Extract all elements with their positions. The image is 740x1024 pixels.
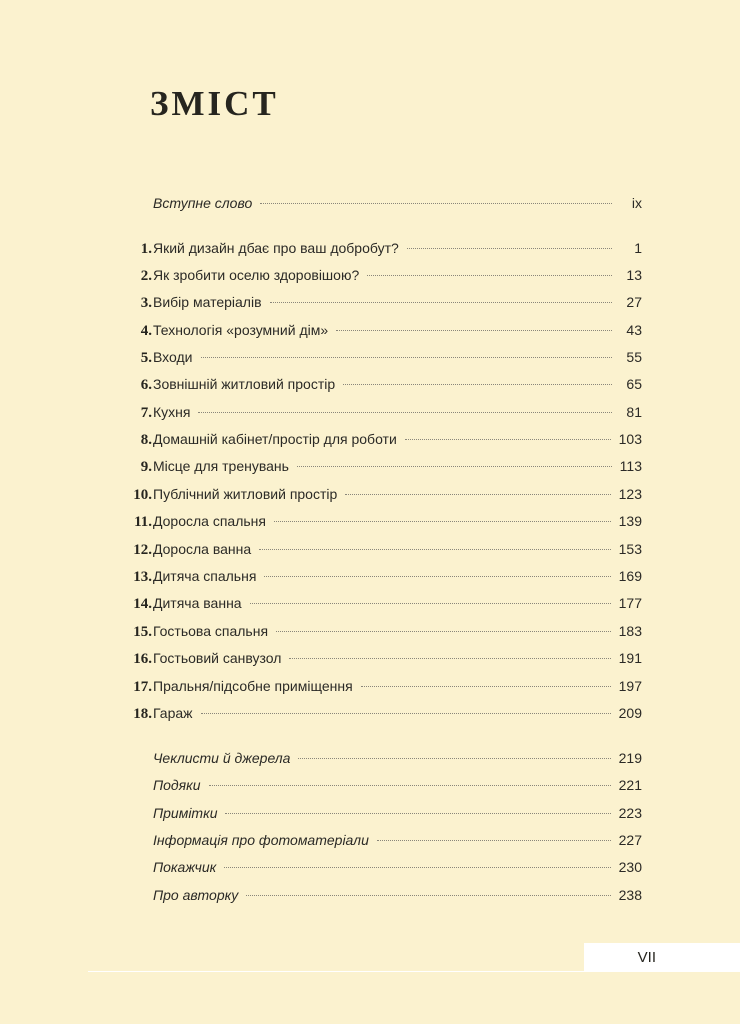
dot-leader [260, 203, 612, 204]
toc-entry-chapter-12[interactable] [114, 538, 642, 560]
toc-entry-title: Який дизайн дбає про ваш добробут? [153, 240, 399, 256]
toc-entry-title: Кухня [153, 404, 191, 420]
toc-entry-number: 18. [133, 706, 152, 722]
toc-entry-number: 7. [140, 405, 152, 421]
toc-entry-number: 14. [133, 596, 152, 612]
toc-entry-title: Зовнішній житловий простір [153, 376, 336, 392]
toc-entry-title: Входи [153, 349, 193, 365]
toc-entry-title: Місце для тренувань [153, 458, 289, 474]
toc-entry-page: 81 [626, 404, 642, 420]
toc-entry-title: Дитяча ванна [153, 595, 242, 611]
dot-leader [259, 549, 610, 550]
toc-entry-index[interactable] [114, 856, 642, 878]
dot-leader [246, 895, 610, 896]
toc-entry-number: 16. [133, 651, 152, 667]
toc-entry-notes[interactable] [114, 802, 642, 824]
toc-entry-title: Подяки [153, 777, 201, 793]
toc-entry-title: Вступне слово [153, 195, 253, 211]
toc-entry-number: 2. [140, 268, 152, 284]
toc-entry-chapter-3[interactable] [114, 291, 642, 313]
toc-entry-page: 153 [618, 541, 642, 557]
dot-leader [297, 466, 612, 467]
toc-entry-number: 15. [133, 624, 152, 640]
toc-entry-number: 5. [140, 350, 152, 366]
toc-entry-page: 238 [618, 887, 642, 903]
toc-entry-number: 1. [140, 241, 152, 257]
dot-leader [264, 576, 610, 577]
toc-entry-chapter-4[interactable] [114, 319, 642, 341]
toc-entry-number: 9. [140, 459, 152, 475]
toc-entry-title: Технологія «розумний дім» [153, 322, 329, 338]
toc-entry-title: Дитяча спальня [153, 568, 257, 584]
dot-leader [224, 867, 610, 868]
toc-entry-page: 221 [618, 777, 642, 793]
toc-entry-title: Інформація про фотоматеріали [153, 832, 369, 848]
toc-entry-foreword[interactable] [114, 192, 642, 214]
toc-entry-page: 227 [618, 832, 642, 848]
toc-entry-about-author[interactable] [114, 884, 642, 906]
dot-leader [289, 658, 610, 659]
toc-entry-number: 17. [133, 679, 152, 695]
dot-leader [298, 758, 610, 759]
toc-entry-chapter-16[interactable] [114, 647, 642, 669]
toc-entry-title: Гараж [153, 705, 193, 721]
toc-entry-number: 11. [134, 514, 152, 530]
toc-entry-page: 113 [619, 458, 642, 474]
toc-entry-title: Як зробити оселю здоровішою? [153, 267, 360, 283]
toc-entry-page: 1 [634, 240, 642, 256]
toc-entry-page: 209 [618, 705, 642, 721]
dot-leader [276, 631, 611, 632]
toc-entry-acknowledgements[interactable] [114, 774, 642, 796]
dot-leader [361, 686, 611, 687]
toc-entry-chapter-2[interactable] [114, 264, 642, 286]
toc-entry-title: Пральня/підсобне приміщення [153, 678, 353, 694]
toc-entry-page: 139 [618, 513, 642, 529]
dot-leader [270, 302, 612, 303]
toc-entry-chapter-18[interactable] [114, 702, 642, 724]
toc-entry-page: 13 [626, 267, 642, 283]
toc-entry-title: Доросла спальня [153, 513, 266, 529]
toc-entry-page: 223 [618, 805, 642, 821]
dot-leader [343, 384, 612, 385]
toc-entry-title: Доросла ванна [153, 541, 252, 557]
toc-entry-title: Чеклисти й джерела [153, 750, 291, 766]
dot-leader [250, 603, 611, 604]
dot-leader [225, 813, 610, 814]
page-title: ЗМІСТ [150, 84, 279, 123]
toc-entry-checklists[interactable] [114, 747, 642, 769]
dot-leader [405, 439, 611, 440]
toc-entry-number: 13. [133, 569, 152, 585]
toc-entry-chapter-9[interactable] [114, 455, 642, 477]
toc-entry-page: ix [631, 195, 642, 211]
toc-entry-chapter-14[interactable] [114, 592, 642, 614]
dot-leader [201, 357, 613, 358]
toc-entry-page: 123 [618, 486, 642, 502]
toc-entry-page: 197 [618, 678, 642, 694]
toc-entry-page: 230 [618, 859, 642, 875]
toc-entry-chapter-15[interactable] [114, 620, 642, 642]
toc-entry-number: 10. [133, 487, 152, 503]
dot-leader [209, 785, 611, 786]
toc-entry-title: Покажчик [153, 859, 217, 875]
toc-entry-page: 43 [626, 322, 642, 338]
toc-entry-chapter-7[interactable] [114, 401, 642, 423]
toc-entry-photo-credits[interactable] [114, 829, 642, 851]
toc-entry-page: 27 [626, 294, 642, 310]
toc-entry-chapter-5[interactable] [114, 346, 642, 368]
toc-entry-chapter-10[interactable] [114, 483, 642, 505]
toc-entry-title: Примітки [153, 805, 218, 821]
dot-leader [407, 248, 612, 249]
toc-entry-title: Домашній кабінет/простір для роботи [153, 431, 397, 447]
toc-entry-page: 219 [618, 750, 642, 766]
dot-leader [274, 521, 611, 522]
dot-leader [345, 494, 610, 495]
toc-entry-chapter-11[interactable] [114, 510, 642, 532]
toc-entry-page: 191 [618, 650, 642, 666]
page-number: VII [637, 949, 656, 966]
dot-leader [198, 412, 612, 413]
dot-leader [377, 840, 611, 841]
dot-leader [367, 275, 612, 276]
toc-entry-number: 3. [140, 295, 152, 311]
toc-entry-number: 8. [140, 432, 152, 448]
footer-rule [88, 971, 584, 972]
toc-entry-chapter-6[interactable] [114, 373, 642, 395]
toc-entry-chapter-8[interactable] [114, 428, 642, 450]
toc-entry-number: 6. [140, 377, 152, 393]
toc-entry-page: 103 [618, 431, 642, 447]
toc-entry-page: 177 [618, 595, 642, 611]
toc-entry-page: 65 [626, 376, 642, 392]
toc-entry-page: 55 [626, 349, 642, 365]
toc-entry-number: 12. [133, 542, 152, 558]
toc-entry-title: Гостьова спальня [153, 623, 269, 639]
toc-entry-chapter-13[interactable] [114, 565, 642, 587]
dot-leader [201, 713, 611, 714]
toc-entry-chapter-17[interactable] [114, 675, 642, 697]
toc-entry-page: 169 [618, 568, 642, 584]
dot-leader [336, 330, 612, 331]
toc-entry-title: Вибір матеріалів [153, 294, 262, 310]
toc-entry-chapter-1[interactable] [114, 237, 642, 259]
toc-entry-title: Гостьовий санвузол [153, 650, 282, 666]
toc-entry-number: 4. [140, 323, 152, 339]
toc-entry-page: 183 [618, 623, 642, 639]
toc-entry-title: Про авторку [153, 887, 239, 903]
toc-entry-title: Публічний житловий простір [153, 486, 338, 502]
